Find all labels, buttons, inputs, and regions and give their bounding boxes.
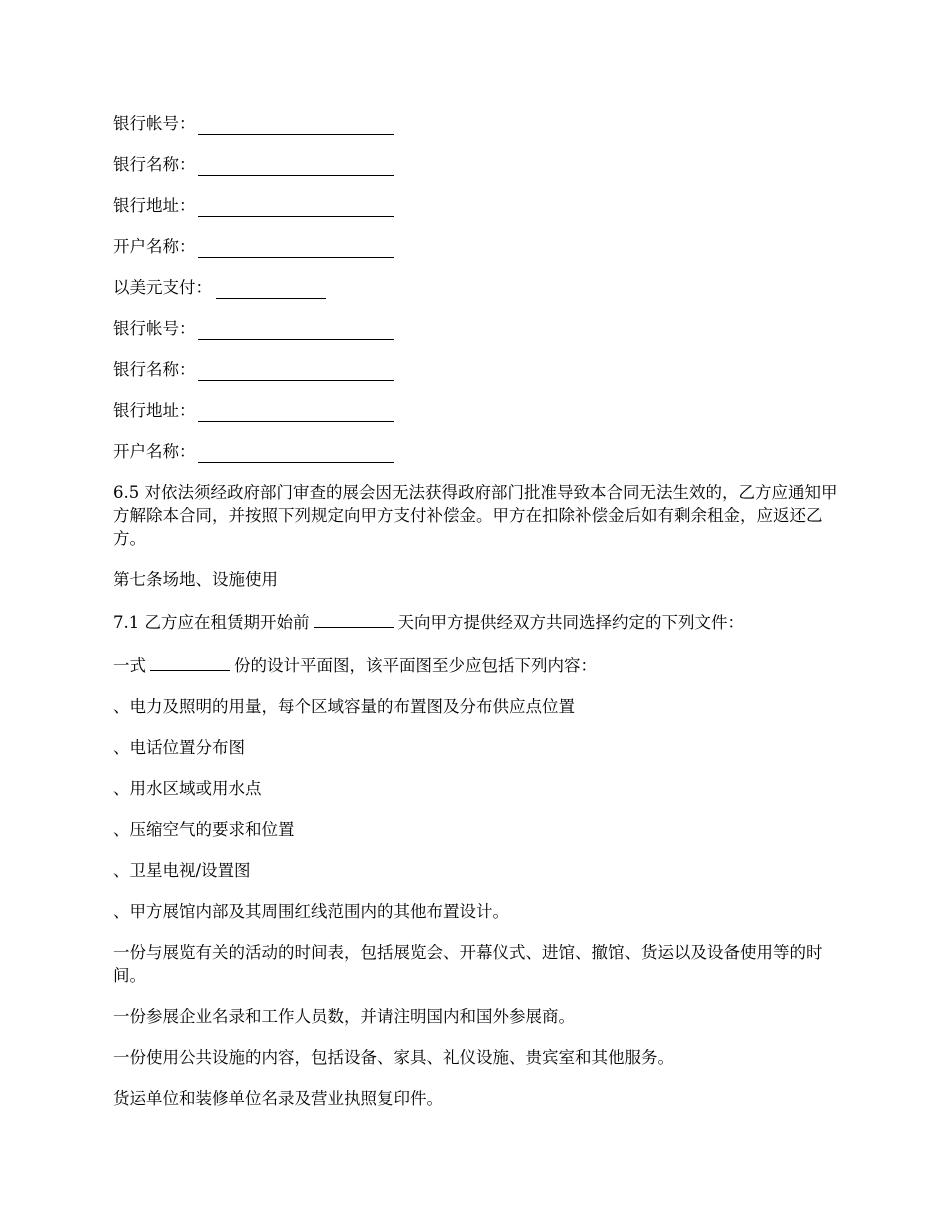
clause-6-5: 6.5 对依法须经政府部门审查的展会因无法获得政府部门批准导致本合同无法生效的，乙方应通知甲方解除本合同，并按照下列规定向甲方支付补偿金。甲方在扣除补偿金后如有剩余租金，应返还乙方。 <box>113 483 838 548</box>
field-label: 银行名称： <box>113 360 196 379</box>
rmb-bank-account-field <box>113 112 843 135</box>
list-item: 、甲方展馆内部及其周围红线范围内的其他布置设计。 <box>113 902 509 921</box>
copies-line-after: 份的设计平面图，该平面图至少应包括下列内容： <box>234 656 597 675</box>
list-item: 、电力及照明的用量，每个区域容量的布置图及分布供应点位置 <box>113 697 575 716</box>
copies-line-before: 一式 <box>113 656 146 675</box>
clause-7-1-after: 天向甲方提供经双方共同选择约定的下列文件： <box>397 613 744 632</box>
blank-line <box>198 403 394 422</box>
usd-bank-account-field <box>113 317 843 340</box>
paragraph: 一份使用公共设施的内容，包括设备、家具、礼仪设施、贵宾室和其他服务。 <box>113 1048 674 1067</box>
usd-bank-address-field <box>113 399 843 422</box>
rmb-account-name-field <box>113 235 843 258</box>
blank-line <box>198 321 394 340</box>
blank-line <box>198 444 394 463</box>
usd-account-name-field <box>113 440 843 463</box>
list-item: 、电话位置分布图 <box>113 738 245 757</box>
paragraph: 一份与展览有关的活动的时间表，包括展览会、开幕仪式、进馆、撤馆、货运以及设备使用等的时间。 <box>113 943 823 985</box>
field-label: 银行帐号： <box>113 319 196 338</box>
field-label: 开户名称： <box>113 237 196 256</box>
field-label: 银行帐号： <box>113 114 196 133</box>
blank-line <box>216 280 326 299</box>
rmb-bank-name-field <box>113 153 843 176</box>
blank-line <box>150 652 230 671</box>
document-page <box>113 112 843 1128</box>
blank-line <box>198 239 394 258</box>
field-label: 以美元支付： <box>113 278 212 297</box>
rmb-bank-address-field <box>113 194 843 217</box>
field-label: 银行名称： <box>113 155 196 174</box>
field-label: 开户名称： <box>113 442 196 461</box>
field-label: 银行地址： <box>113 196 196 215</box>
usd-payment-field <box>113 276 843 299</box>
blank-line <box>198 198 394 217</box>
paragraph: 货运单位和装修单位名录及营业执照复印件。 <box>113 1089 443 1108</box>
usd-bank-name-field <box>113 358 843 381</box>
copies-line <box>113 652 843 677</box>
blank-line <box>198 116 394 135</box>
paragraph: 一份参展企业名录和工作人员数，并请注明国内和国外参展商。 <box>113 1007 575 1026</box>
article-7-title: 第七条场地、设施使用 <box>113 570 278 589</box>
list-item: 、卫星电视/设置图 <box>113 861 251 880</box>
blank-line <box>198 157 394 176</box>
list-item: 、用水区域或用水点 <box>113 779 262 798</box>
clause-7-1-before: 7.1 乙方应在租赁期开始前 <box>113 613 310 632</box>
blank-line <box>198 362 394 381</box>
list-item: 、压缩空气的要求和位置 <box>113 820 295 839</box>
blank-line <box>314 609 394 628</box>
clause-7-1 <box>113 609 843 634</box>
field-label: 银行地址： <box>113 401 196 420</box>
